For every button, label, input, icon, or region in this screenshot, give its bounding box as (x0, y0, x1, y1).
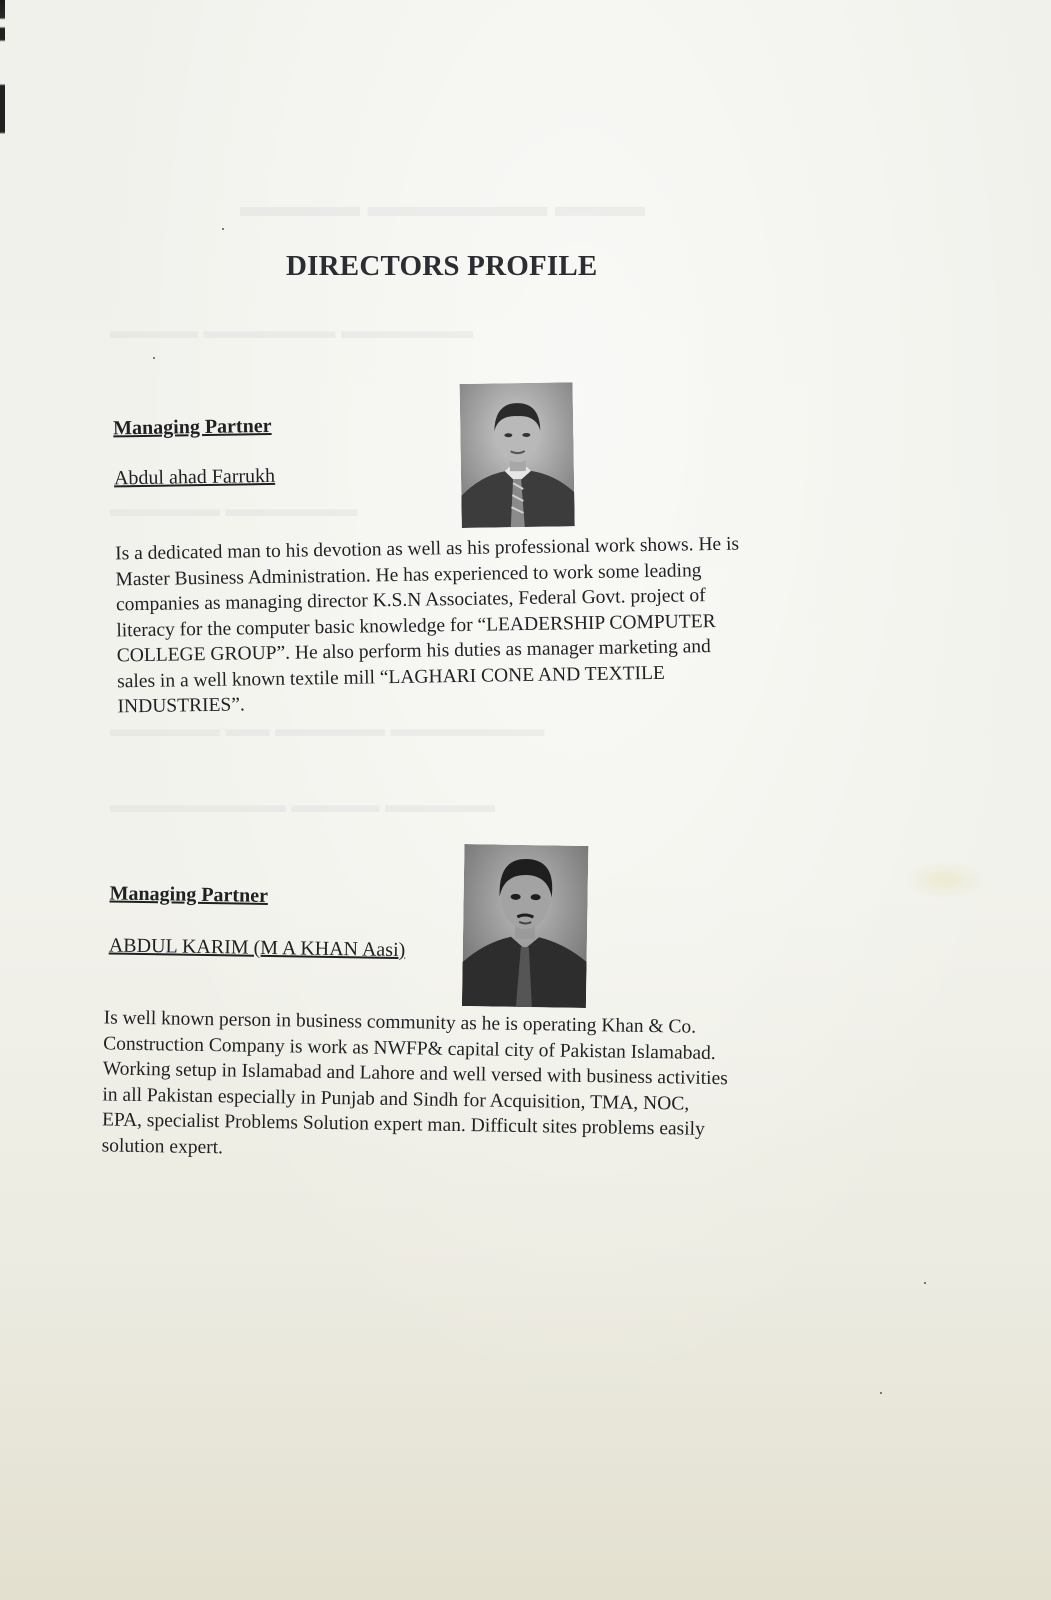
bio-line: in all Pakistan especially in Punjab and Sindh for Acquisition, TMA, NOC, (102, 1083, 690, 1115)
profile-role: Managing Partner (109, 882, 269, 907)
director-photo (462, 844, 589, 1008)
bleed-through-line: ▬▬▬▬ ▬▬▬▬▬▬ ▬▬▬▬▬▬ (110, 318, 473, 343)
bio-line: Master Business Administration. He has experienced to work some leading (115, 559, 702, 590)
bleed-through-heading: ▬▬▬▬ ▬▬▬▬▬▬ ▬▬▬ (240, 190, 645, 223)
bio-line: INDUSTRIES”. (117, 694, 246, 718)
bio-line: Is a dedicated man to his devotion as well as his professional work shows. He is (115, 533, 740, 565)
bio-line: Working setup in Islamabad and Lahore and well versed with business activities (102, 1058, 728, 1090)
profile-bio (101, 1005, 728, 1168)
bio-line: COLLEGE GROUP”. He also perform his duties as manager marketing and (116, 636, 711, 667)
page-title: DIRECTORS PROFILE (286, 250, 598, 282)
bio-line: companies as managing director K.S.N Associates, Federal Govt. project of (115, 585, 706, 616)
bio-line: solution expert. (101, 1134, 224, 1158)
bio-line: Is well known person in business community as he is operating Khan & Co. (103, 1007, 697, 1038)
profile-role: Managing Partner (113, 414, 272, 440)
profile-name: ABDUL KARIM (M A KHAN Aasi) (108, 934, 406, 962)
bio-line: sales in a well known textile mill “LAGHARI CONE AND TEXTILE (117, 662, 665, 692)
bleed-through-line: ▬▬▬▬▬▬▬▬ ▬▬▬▬ ▬▬▬▬▬ (110, 792, 495, 817)
bio-line: EPA, specialist Problems Solution expert man. Difficult sites problems easily (101, 1109, 705, 1140)
profile-name: Abdul ahad Farrukh (113, 464, 276, 490)
bleed-through-line: ▬▬▬▬▬ ▬▬ ▬▬▬▬▬ ▬▬▬▬▬▬▬ (110, 716, 545, 741)
bleed-through-line: ▬▬▬▬▬ ▬▬▬▬▬▬ (110, 496, 358, 521)
portrait-photo (462, 844, 589, 1008)
bio-line: literacy for the computer basic knowledge for “LEADERSHIP COMPUTER (116, 610, 716, 641)
bio-line: Construction Company is work as NWFP& capital city of Pakistan Islamabad. (103, 1032, 716, 1064)
